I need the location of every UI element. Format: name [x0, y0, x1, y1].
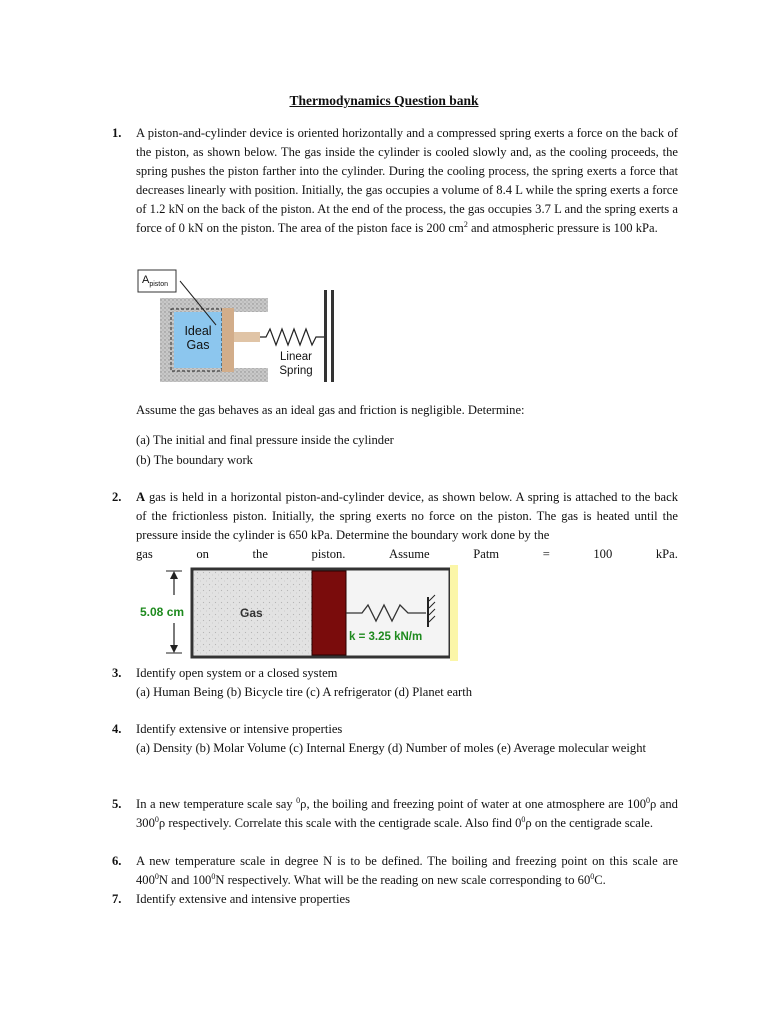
question-number: 5. [112, 797, 122, 811]
q1-part-a: (a) The initial and final pressure inside the cylinder [136, 433, 394, 447]
question-number: 3. [112, 666, 122, 680]
q1-assumption: Assume the gas behaves as an ideal gas and friction is negligible. Determine: [136, 403, 525, 417]
a-piston-label: $A_{piston}$ [142, 274, 169, 289]
question-number: 2. [112, 490, 122, 504]
piston-spring-figure [136, 267, 356, 387]
gas-label: Gas [240, 606, 263, 620]
page-title: Thermodynamics Question bank [289, 93, 479, 108]
figure-graphic [136, 565, 461, 661]
superscript: 2 [463, 219, 468, 229]
figure-graphic [136, 267, 356, 387]
question-7 [112, 890, 678, 909]
ideal-gas-label: Ideal Gas [184, 324, 212, 352]
question-text: In a new temperature scale say $^0$ρ, the boiling and freezing point of water at one atmosphere are $100^0\rho$ and $300^0\rho$ respectively. Correlate this scale with the centigrade scale. Also find $0^0\rho$ on the centigrade scale. [136, 795, 678, 830]
question-text: Identify extensive and intensive properties [136, 892, 351, 906]
question-text: Identify extensive or intensive properties (a) Density (b) Molar Volume (c) Internal Energy (d) Number of moles (e) Average molecular weight [136, 722, 646, 755]
q2-last-line: gas on the piston. Assume Patm = 100 kPa. [136, 547, 678, 561]
question-text: A gas is held in a horizontal piston-and-cylinder device, as shown below. A spring is attached to the back of the frictionless piston. Initially, the spring exerts no force on the piston. The gas is heated until the pressure inside the cylinder is 650 kPa. Determine the boundary work done by the [136, 490, 678, 542]
text-part: and atmospheric pressure is 100 kPa. [467, 221, 658, 235]
question-4 [112, 720, 678, 758]
question-3 [112, 664, 678, 702]
question-text: A new temperature scale in degree N is to be defined. The boiling and freezing point on this scale are $400^0N$ and $100^0N$ respectively. What will be the reading on new scale corresponding to $60^0C$. [136, 854, 678, 887]
cylinder-spring-figure [136, 565, 461, 661]
question-number: 4. [112, 722, 122, 736]
question-number: 7. [112, 892, 122, 906]
question-6 [112, 852, 678, 890]
question-1 [112, 124, 678, 238]
linear-spring-label: Linear Spring [279, 351, 313, 377]
text-part: A piston-and-cylinder device is oriented horizontally and a compressed spring exerts a force on the back of the piston, as shown below. The gas inside the cylinder is cooled slowly and, as the cooling proceeds, the spring pushes the piston farther into the cylinder. During the cooling process, the spring exerts a force that decreases linearly with position. Initially, the gas occupies a volume of 8.4 L while the spring exerts a force of 1.2 kN on the back of the piston. At the end of the process, the gas occupies 3.7 L and the spring exerts a force of 0 kN on the piston. The area of the piston face is 200 cm [136, 126, 678, 235]
q1-part-b: (b) The boundary work [136, 453, 253, 467]
question-text: Identify open system or a closed system (a) Human Being (b) Bicycle tire (c) A refrigerator (d) Planet earth [136, 666, 473, 699]
spring-constant-label: k = 3.25 kN/m [349, 631, 423, 643]
height-label: 5.08 cm [140, 605, 185, 619]
question-5 [112, 795, 678, 833]
question-2 [112, 488, 678, 564]
question-number: 6. [112, 854, 122, 868]
question-number: 1. [112, 126, 122, 140]
question-text [136, 124, 678, 238]
